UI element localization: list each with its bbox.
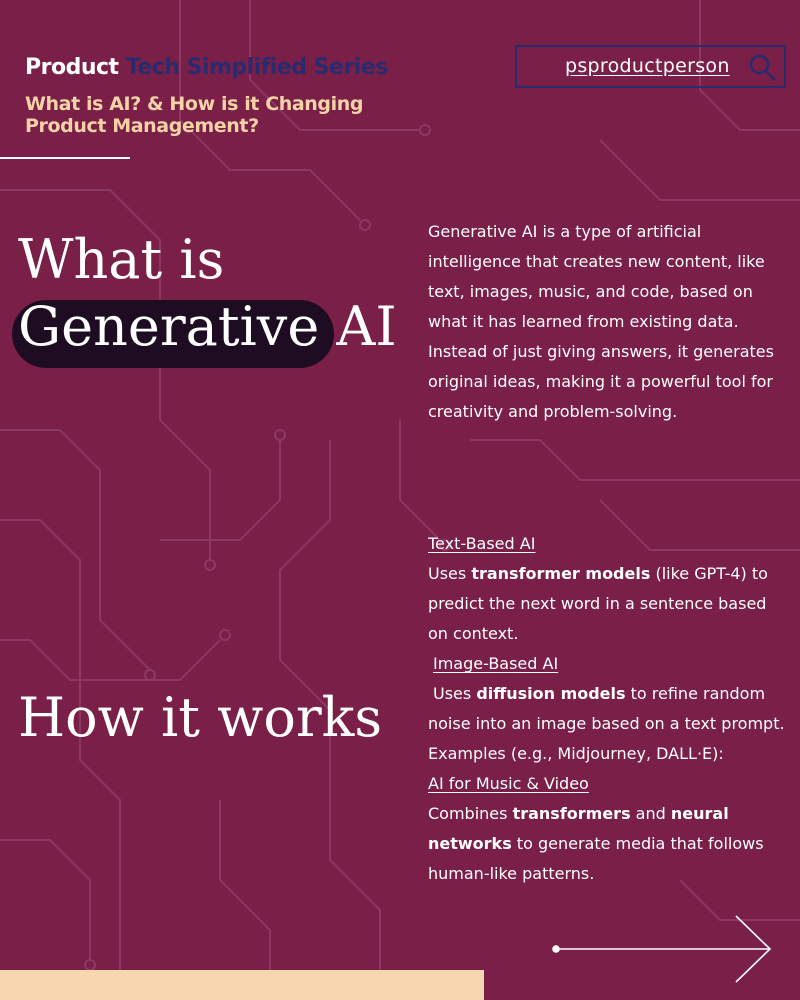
bottom-accent-bar: [0, 970, 484, 1000]
heading-generative-ai: Generative AI: [18, 295, 397, 358]
bold-transformer-models: transformer models: [471, 564, 651, 583]
heading-what-is: What is: [18, 228, 225, 291]
music-video-ai-body: Combines transformers and neural networks to generate media that follows human-like patterns.: [428, 804, 764, 883]
post-subtitle: [25, 93, 425, 137]
music-video-ai-title: AI for Music & Video: [428, 774, 589, 793]
series-title: [25, 55, 388, 80]
bold-neural-networks: neural networks: [428, 804, 729, 853]
handle-text: psproductperson: [565, 55, 730, 77]
series-name: Tech Simplified Series: [125, 55, 388, 80]
handle-search-box[interactable]: [515, 45, 786, 88]
heading-generative-ai-wrap: [12, 297, 397, 357]
subtitle-line-2: Product Management?: [25, 115, 259, 137]
text-based-ai-title: Text-Based AI: [428, 534, 536, 553]
series-product-word: Product: [25, 55, 119, 80]
heading-how-it-works: How it works: [18, 686, 383, 749]
subtitle-line-1: What is AI? & How is it Changing: [25, 93, 364, 115]
header-divider: [0, 157, 130, 159]
image-based-ai-title: Image-Based AI: [433, 654, 559, 673]
search-icon[interactable]: [748, 53, 776, 81]
arrow-right-icon[interactable]: [552, 914, 774, 984]
generative-ai-description: Generative AI is a type of artificial intelligence that creates new content, like text, images, music, and code, based on what it has learned from existing data. Instead of just giving answers, it generates original ideas, making it a powerful tool for creativity and problem-solving.: [428, 222, 774, 421]
bold-diffusion-models: diffusion models: [476, 684, 626, 703]
image-based-ai-examples: Examples (e.g., Midjourney, DALL·E):: [428, 744, 724, 763]
image-based-ai-body: Uses diffusion models to refine random noise into an image based on a text prompt.: [428, 684, 785, 733]
how-it-works-details: [428, 529, 788, 889]
text-based-ai-body: Uses transformer models (like GPT-4) to predict the next word in a sentence based on context.: [428, 564, 768, 643]
bold-transformers: transformers: [512, 804, 631, 823]
